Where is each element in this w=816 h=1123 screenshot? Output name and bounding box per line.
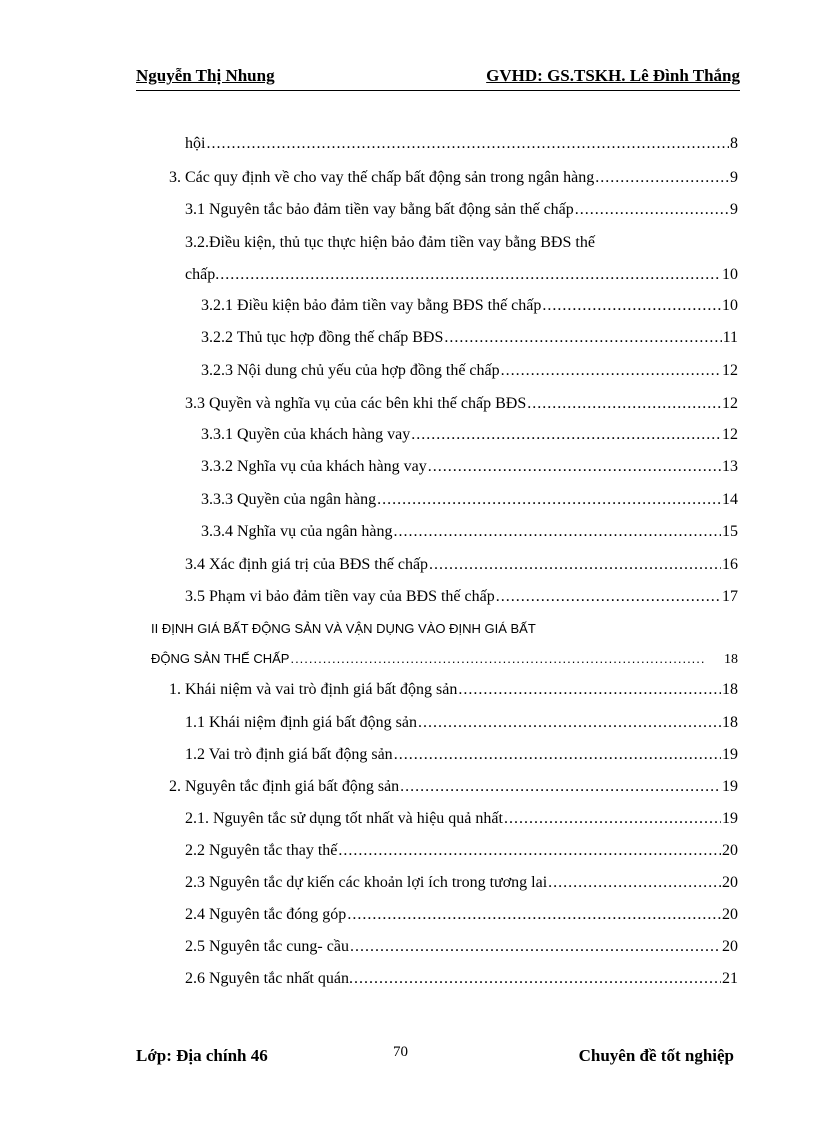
- toc-entry: 3.1 Nguyên tắc bảo đảm tiền vay bằng bất động sản thế chấp ..... 9: [185, 200, 738, 220]
- toc-entry: 2.5 Nguyên tắc cung- cầu ..... 20: [185, 937, 738, 957]
- toc-entry: chấp. ..... 10: [185, 265, 738, 285]
- toc-entry: 3. Các quy định về cho vay thế chấp bất động sản trong ngân hàng ..... 9: [169, 168, 738, 188]
- toc-entry: hội ..... 8: [185, 134, 738, 154]
- page-number: 70: [393, 1044, 408, 1060]
- toc-entry: 3.5 Phạm vi bảo đảm tiền vay của BĐS thế chấp ..... 17: [185, 587, 738, 607]
- toc-entry: 1.1 Khái niệm định giá bất động sản ..... 18: [185, 713, 738, 733]
- toc-entry: 3.3.4 Nghĩa vụ của ngân hàng ..... 15: [201, 522, 738, 542]
- toc-entry: 3.3.1 Quyền của khách hàng vay ..... 12: [201, 425, 738, 445]
- toc-entry: 2. Nguyên tắc định giá bất động sản ..... 19: [169, 777, 738, 797]
- toc-entry: 1. Khái niệm và vai trò định giá bất động sản ..... 18: [169, 680, 738, 700]
- toc-entry: 3.2.3 Nội dung chủ yếu của hợp đồng thế chấp ..... 12: [201, 361, 738, 381]
- toc-entry: 3.3 Quyền và nghĩa vụ của các bên khi thế chấp BĐS ..... 12: [185, 394, 738, 414]
- toc-entry: 2.3 Nguyên tắc dự kiến các khoản lợi ích trong tương lai ..... 20: [185, 873, 738, 893]
- toc-entry: 2.6 Nguyên tắc nhất quán. ..... 21: [185, 969, 738, 989]
- author-name: Nguyễn Thị Nhung: [136, 66, 275, 85]
- toc-entry: 2.4 Nguyên tắc đóng góp ..... 20: [185, 905, 738, 925]
- toc-entry: 3.3.3 Quyền của ngân hàng ..... 14: [201, 490, 738, 510]
- footer-class: Lớp: Địa chính 46: [136, 1046, 268, 1065]
- toc-entry: 2.2 Nguyên tắc thay thế ..... 20: [185, 841, 738, 861]
- toc-entry: 2.1. Nguyên tắc sử dụng tốt nhất và hiệu quả nhất ..... 19: [185, 809, 738, 829]
- advisor-name: GVHD: GS.TSKH. Lê Đình Thắng: [486, 66, 740, 85]
- toc-entry: 3.2.2 Thủ tục hợp đồng thế chấp BĐS ..... 11: [201, 328, 738, 348]
- toc-entry: 1.2 Vai trò định giá bất động sản ..... 19: [185, 745, 738, 765]
- toc-entry: 3.2.1 Điều kiện bảo đảm tiền vay bằng BĐS thế chấp ..... 10: [201, 296, 738, 316]
- toc-entry-line: II ĐỊNH GIÁ BẤT ĐỘNG SẢN VÀ VẬN DỤNG VÀO ĐỊNH GIÁ BẤT: [151, 621, 536, 636]
- toc-entry: ĐỘNG SẢN THẾ CHẤP ..... 18: [151, 649, 738, 670]
- toc-entry: 3.3.2 Nghĩa vụ của khách hàng vay ..... 13: [201, 457, 738, 477]
- toc-entry: 3.4 Xác định giá trị của BĐS thế chấp ..... 16: [185, 555, 738, 575]
- footer-title: Chuyên đề tốt nghiệp: [578, 1046, 734, 1065]
- page-header: [136, 64, 740, 91]
- toc-entry-line: 3.2.Điều kiện, thủ tục thực hiện bảo đảm tiền vay bằng BĐS thế: [185, 234, 595, 251]
